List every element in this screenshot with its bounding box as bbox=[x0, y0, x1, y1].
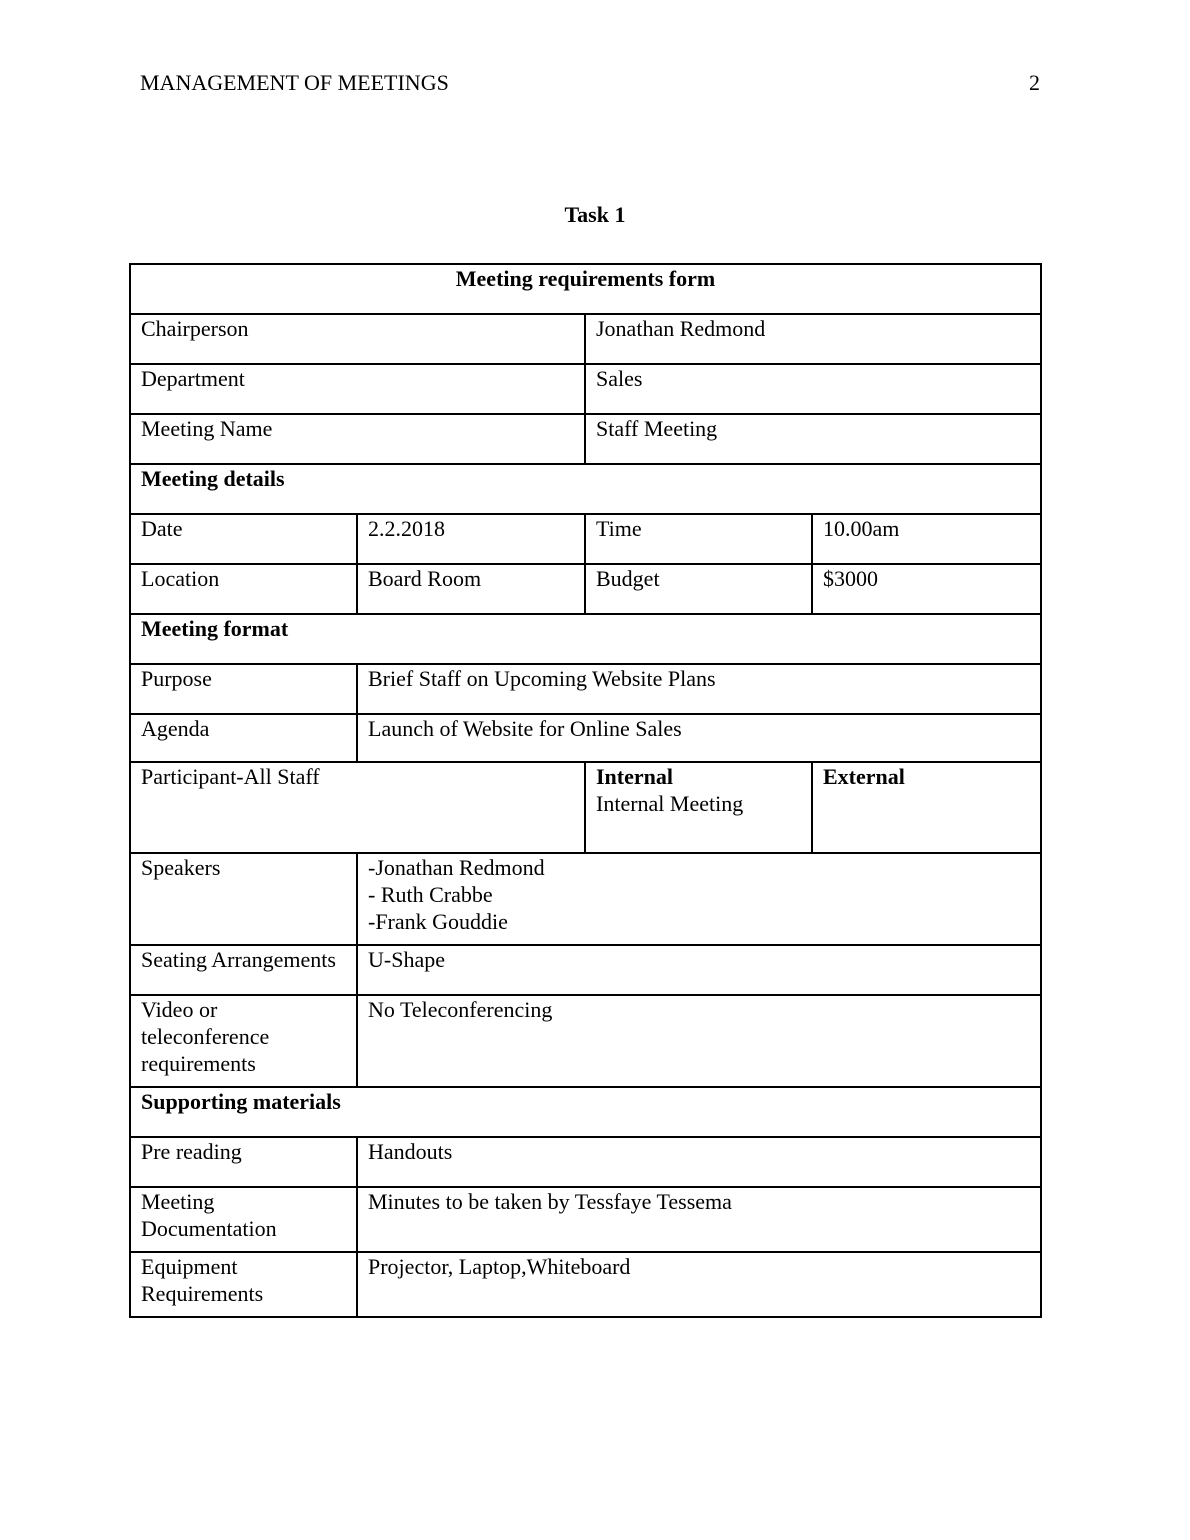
table-row bbox=[130, 364, 1041, 414]
table-row bbox=[130, 464, 1041, 514]
table-row bbox=[130, 1137, 1041, 1187]
video-label-line: requirements bbox=[141, 1051, 256, 1076]
equipment-label bbox=[130, 1252, 357, 1317]
table-row bbox=[130, 314, 1041, 364]
pre-reading-label: Pre reading bbox=[130, 1137, 357, 1187]
location-value: Board Room bbox=[357, 564, 585, 614]
meeting-format-heading: Meeting format bbox=[130, 614, 1041, 664]
table-row bbox=[130, 1187, 1041, 1252]
table-row bbox=[130, 614, 1041, 664]
participants-label: Participant-All Staff bbox=[130, 762, 585, 853]
department-value: Sales bbox=[585, 364, 1041, 414]
table-row bbox=[130, 853, 1041, 945]
form-title: Meeting requirements form bbox=[130, 264, 1041, 314]
meeting-details-heading: Meeting details bbox=[130, 464, 1041, 514]
video-value: No Teleconferencing bbox=[357, 995, 1041, 1087]
budget-label: Budget bbox=[585, 564, 812, 614]
internal-value: Internal Meeting bbox=[596, 791, 744, 816]
seating-value: U-Shape bbox=[357, 945, 1041, 995]
table-row bbox=[130, 264, 1041, 314]
documentation-label bbox=[130, 1187, 357, 1252]
speakers-label: Speakers bbox=[130, 853, 357, 945]
video-label-line: Video or bbox=[141, 997, 218, 1022]
supporting-materials-heading: Supporting materials bbox=[130, 1087, 1041, 1137]
documentation-label-line: Meeting bbox=[141, 1189, 215, 1214]
purpose-value: Brief Staff on Upcoming Website Plans bbox=[357, 664, 1041, 714]
table-row bbox=[130, 714, 1041, 762]
budget-value: $3000 bbox=[812, 564, 1041, 614]
video-label-line: teleconference bbox=[141, 1024, 270, 1049]
agenda-value: Launch of Website for Online Sales bbox=[357, 714, 1041, 762]
external-heading: External bbox=[812, 762, 1041, 853]
department-label: Department bbox=[130, 364, 585, 414]
page-number: 2 bbox=[1029, 70, 1040, 95]
table-row bbox=[130, 762, 1041, 853]
time-label: Time bbox=[585, 514, 812, 564]
speaker-item: -Jonathan Redmond bbox=[368, 855, 545, 880]
location-label: Location bbox=[130, 564, 357, 614]
documentation-label-line: Documentation bbox=[141, 1216, 277, 1241]
table-row bbox=[130, 564, 1041, 614]
meeting-name-label: Meeting Name bbox=[130, 414, 585, 464]
table-row bbox=[130, 995, 1041, 1087]
date-value: 2.2.2018 bbox=[357, 514, 585, 564]
chairperson-value: Jonathan Redmond bbox=[585, 314, 1041, 364]
meeting-name-value: Staff Meeting bbox=[585, 414, 1041, 464]
internal-heading: Internal bbox=[596, 764, 673, 789]
time-value: 10.00am bbox=[812, 514, 1041, 564]
pre-reading-value: Handouts bbox=[357, 1137, 1041, 1187]
table-row bbox=[130, 1087, 1041, 1137]
documentation-value: Minutes to be taken by Tessfaye Tessema bbox=[357, 1187, 1041, 1252]
table-row bbox=[130, 1252, 1041, 1317]
purpose-label: Purpose bbox=[130, 664, 357, 714]
equipment-label-line: Equipment bbox=[141, 1254, 238, 1279]
meeting-requirements-table bbox=[129, 263, 1042, 1318]
table-row bbox=[130, 664, 1041, 714]
seating-label: Seating Arrangements bbox=[130, 945, 357, 995]
task-title: Task 1 bbox=[564, 202, 626, 227]
table-row bbox=[130, 945, 1041, 995]
speaker-item: - Ruth Crabbe bbox=[368, 882, 493, 907]
chairperson-label: Chairperson bbox=[130, 314, 585, 364]
date-label: Date bbox=[130, 514, 357, 564]
internal-cell bbox=[585, 762, 812, 853]
table-row bbox=[130, 514, 1041, 564]
equipment-value: Projector, Laptop,Whiteboard bbox=[357, 1252, 1041, 1317]
speaker-item: -Frank Gouddie bbox=[368, 909, 508, 934]
video-label bbox=[130, 995, 357, 1087]
agenda-label: Agenda bbox=[130, 714, 357, 762]
speakers-list bbox=[357, 853, 1041, 945]
running-head: MANAGEMENT OF MEETINGS bbox=[140, 70, 449, 95]
table-row bbox=[130, 414, 1041, 464]
equipment-label-line: Requirements bbox=[141, 1281, 264, 1306]
